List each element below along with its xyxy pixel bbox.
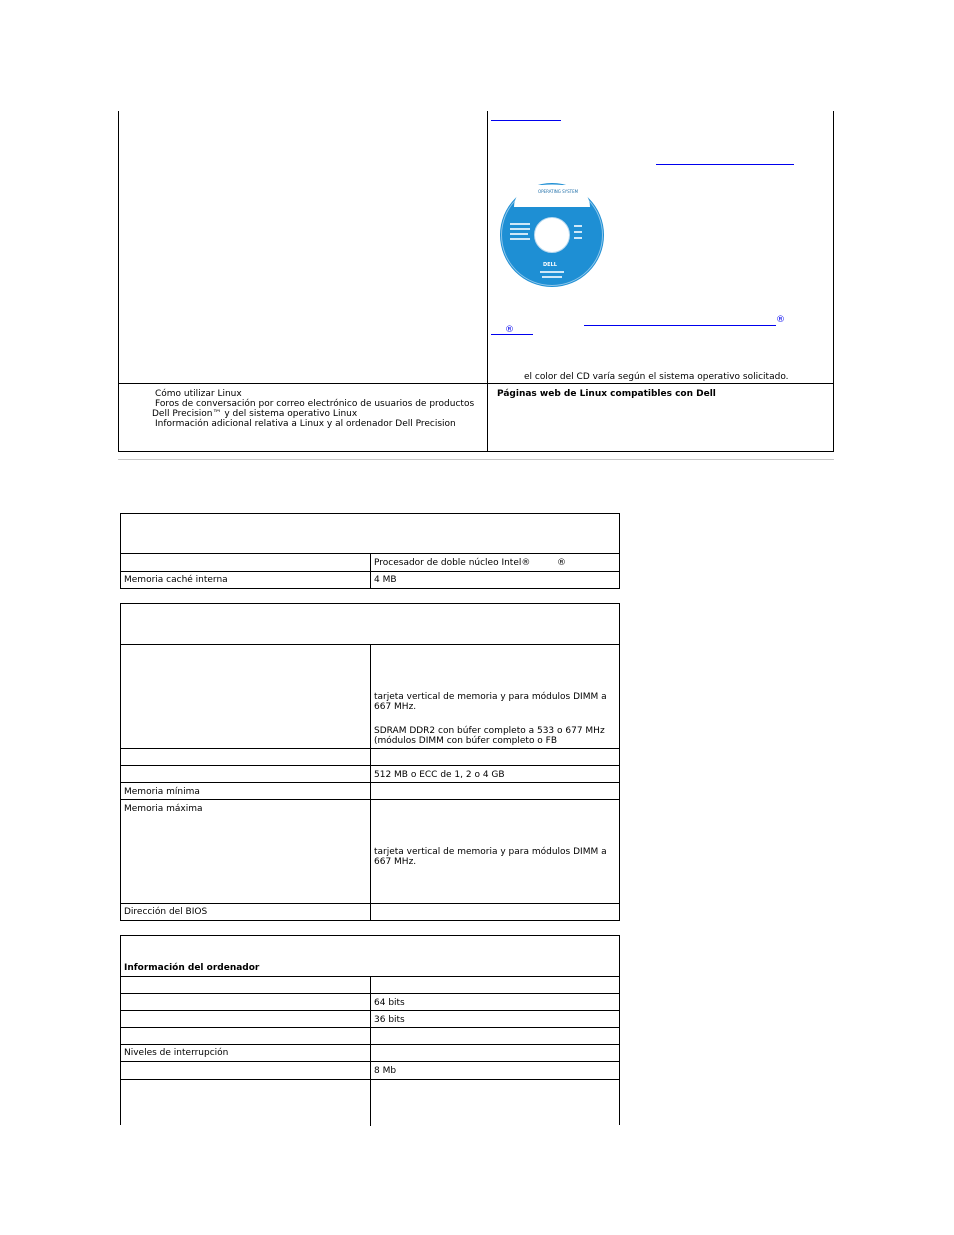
memory-min-label-cell — [121, 783, 371, 800]
computer-row-3-label-cell — [121, 1011, 371, 1028]
cd-text-line — [574, 225, 582, 227]
bios-label: Dirección del BIOS — [124, 907, 208, 917]
cd-text-line — [542, 276, 562, 278]
data-bus-width-value: 64 bits — [374, 998, 405, 1008]
bios-label-cell — [121, 904, 371, 920]
list-item-email-forums-cont: Dell Precision™ y del sistema operativo Linux — [152, 409, 358, 419]
cd-text-line — [510, 228, 530, 230]
cd-caption: el color del CD varía según el sistema operativo solicitado. — [524, 372, 789, 382]
memory-min-label: Memoria mínima — [124, 787, 200, 797]
memory-table — [120, 603, 620, 921]
interrupt-levels-value-cell — [371, 1045, 619, 1062]
cache-value-cell — [371, 572, 619, 588]
linux-websites-heading: Páginas web de Linux compatibles con Dell — [497, 389, 716, 399]
memory-row-3-label-cell — [121, 766, 371, 783]
computer-row-2-value-cell — [371, 994, 619, 1011]
computer-row-4-label-cell — [121, 1028, 371, 1045]
link-registered-mark-1[interactable]: ® — [776, 315, 785, 325]
processor-type-value-cell — [371, 554, 619, 572]
top-table-right-border — [833, 111, 834, 452]
computer-row-2-label-cell — [121, 994, 371, 1011]
bios-value-cell — [371, 904, 619, 920]
cache-value: 4 MB — [374, 575, 397, 585]
memory-row-2-label-cell — [121, 749, 371, 766]
cd-dell-logo: DELL — [543, 262, 557, 268]
cd-text-line — [510, 223, 530, 225]
list-item-linux-usage: Cómo utilizar Linux — [155, 389, 242, 399]
top-table-left-border — [118, 111, 119, 452]
computer-row-7-value-cell — [371, 1080, 619, 1126]
processor-table — [120, 513, 620, 589]
link-underline-2[interactable] — [656, 164, 794, 165]
bios-chip-value: 8 Mb — [374, 1066, 397, 1076]
interrupt-levels-label: Niveles de interrupción — [124, 1048, 229, 1058]
interrupt-levels-label-cell — [121, 1045, 371, 1062]
link-underline-3[interactable] — [584, 325, 776, 326]
cd-text-line — [574, 237, 582, 239]
memory-table-header — [121, 604, 619, 645]
computer-row-1-label-cell — [121, 977, 371, 994]
memory-type-value-line-1: tarjeta vertical de memoria y para módulos DIMM a — [374, 692, 607, 702]
cd-text-line — [510, 238, 530, 240]
memory-type-value-cell — [371, 645, 619, 749]
processor-type-reg-mark: ® — [557, 558, 566, 568]
operating-system-cd-image — [500, 183, 604, 287]
cd-text-line — [574, 231, 582, 233]
computer-row-4-value-cell — [371, 1028, 619, 1045]
cache-label-cell — [121, 572, 371, 588]
memory-row-3-value-cell — [371, 766, 619, 783]
memory-type-value-line-4: (módulos DIMM con búfer completo o FB — [374, 736, 558, 746]
top-table-row-divider — [118, 383, 834, 384]
cd-text-line — [540, 271, 564, 273]
memory-type-label-cell — [121, 645, 371, 749]
memory-max-value-line-1: tarjeta vertical de memoria y para módulos DIMM a — [374, 847, 607, 857]
link-underline-1[interactable] — [491, 120, 561, 121]
memory-min-value-cell — [371, 783, 619, 800]
processor-type-value: Procesador de doble núcleo Intel® — [374, 558, 531, 568]
computer-row-3-value-cell — [371, 1011, 619, 1028]
computer-info-header-cell — [121, 936, 619, 977]
processor-table-header — [121, 514, 619, 554]
memory-row-2-value-cell — [371, 749, 619, 766]
memory-type-value-line-2: 667 MHz. — [374, 702, 417, 712]
memory-max-label: Memoria máxima — [124, 804, 203, 814]
cd-title-text: OPERATING SYSTEM — [538, 189, 579, 194]
memory-max-label-cell — [121, 800, 371, 904]
cache-label: Memoria caché interna — [124, 575, 228, 585]
computer-row-7-label-cell — [121, 1080, 371, 1126]
memory-max-value-line-2: 667 MHz. — [374, 857, 417, 867]
computer-info-table — [120, 935, 620, 1125]
list-item-additional-info: Información adicional relativa a Linux y al ordenador Dell Precision — [155, 419, 456, 429]
computer-row-6-value-cell — [371, 1062, 619, 1080]
memory-type-value-line-3: SDRAM DDR2 con búfer completo a 533 o 677 MHz — [374, 726, 605, 736]
list-item-email-forums: Foros de conversación por correo electrónico de usuarios de productos — [155, 399, 475, 409]
computer-row-1-value-cell — [371, 977, 619, 994]
memory-max-value-cell — [371, 800, 619, 904]
top-table-bottom-border — [118, 451, 834, 452]
computer-row-6-label-cell — [121, 1062, 371, 1080]
top-table-middle-border — [487, 111, 488, 452]
cd-center-hole — [534, 217, 570, 253]
cd-text-line — [510, 233, 528, 235]
memory-capacity-value: 512 MB o ECC de 1, 2 o 4 GB — [374, 770, 505, 780]
link-registered-mark-2[interactable]: ® — [505, 325, 514, 335]
computer-info-heading: Información del ordenador — [124, 963, 260, 973]
address-bus-width-value: 36 bits — [374, 1015, 405, 1025]
section-separator — [118, 459, 834, 460]
processor-type-label-cell — [121, 554, 371, 572]
